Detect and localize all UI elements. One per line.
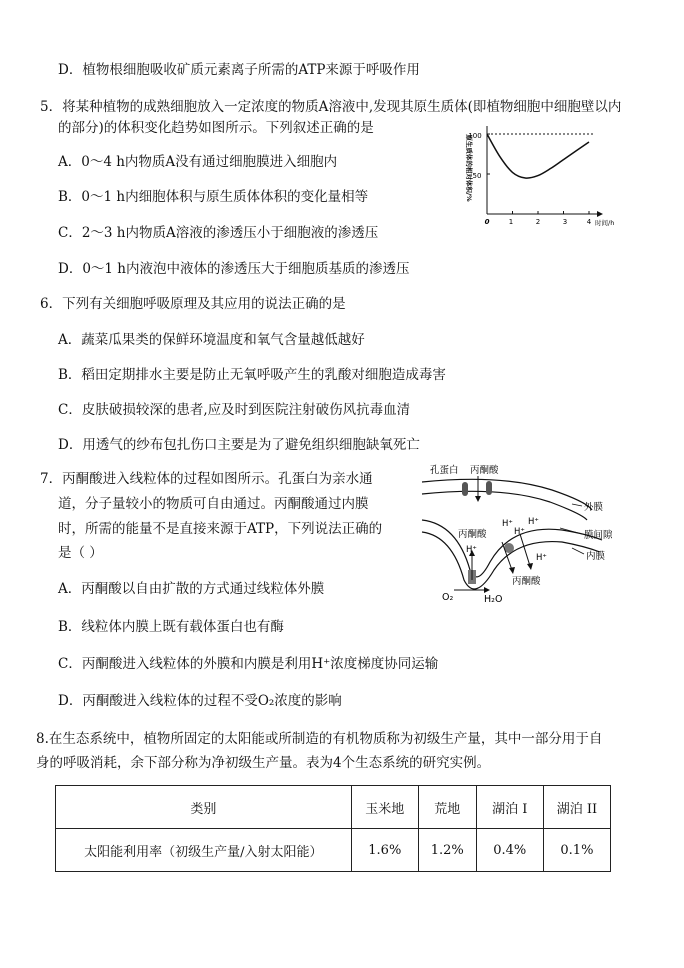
q7-option-c: C．丙酮酸进入线粒体的外膜和内膜是利用H⁺浓度梯度协同运输 (58, 656, 439, 672)
q8-data-table (55, 785, 611, 872)
label-o2: O₂ (442, 592, 454, 603)
outer-membrane-bottom (422, 491, 587, 520)
q6-option-a: A．蔬菜瓜果类的保鲜环境温度和氧气含量越低越好 (58, 332, 365, 348)
porin-left (462, 482, 468, 496)
table-header-cell: 荒地 (418, 786, 476, 829)
x-tick-4: 4 (586, 218, 592, 226)
table-header-cell: 玉米地 (351, 786, 418, 829)
table-cell: 1.2% (418, 829, 476, 872)
outer-membrane-pointer (572, 504, 582, 506)
pyruvate-inner-arrowhead (509, 567, 515, 574)
x-tick-0: 0 (484, 218, 490, 226)
x-tick-3: 3 (562, 218, 568, 226)
table-cell: 1.6% (351, 829, 418, 872)
label-h-plus-1: H⁺ (502, 519, 513, 529)
table-cell: 太阳能利用率（初级生产量/入射太阳能） (56, 829, 352, 872)
h-cotransport-arrowhead (527, 563, 533, 570)
mitochondria-diagram (412, 462, 642, 607)
series-line (487, 134, 589, 178)
q5-stem-line1: 5．将某种植物的成熟细胞放入一定浓度的物质A溶液中,发现其原生质体(即植物细胞中细胞壁以内 (40, 99, 622, 115)
label-outer-membrane: 外膜 (584, 502, 604, 513)
x-axis-arrow (597, 211, 603, 217)
y-tick-50: 50 (472, 172, 482, 180)
q5-line-chart (455, 122, 615, 230)
q7-stem-line2: 道，分子量较小的物质可自由通过。丙酮酸通过内膜 (58, 496, 369, 512)
label-pyruvate-top: 丙酮酸 (470, 465, 499, 476)
table-header-cell: 湖泊 II (543, 786, 610, 829)
y-axis-label: 原生质体的相对体积/% (465, 134, 473, 202)
q5-option-d: D．0～1 h内液泡中液体的渗透压大于细胞质基质的渗透压 (58, 261, 410, 277)
q7-stem-line1: 7．丙酮酸进入线粒体的过程如图所示。孔蛋白为亲水通 (40, 471, 373, 487)
q7-option-a: A．丙酮酸以自由扩散的方式通过线粒体外膜 (58, 581, 325, 597)
label-h-plus-2: H⁺ (528, 517, 539, 527)
label-intermembrane-space: 膜间隙 (584, 530, 613, 541)
q8-stem-line1: 8.在生态系统中，植物所固定的太阳能或所制造的有机物质称为初级生产量，其中一部分用于自 (36, 731, 603, 747)
table-header-cell: 类别 (56, 786, 352, 829)
table-row (56, 829, 611, 872)
h-cotransport-arrow (520, 534, 530, 566)
x-axis-label: 时间/h (595, 219, 615, 227)
q6-stem: 6．下列有关细胞呼吸原理及其应用的说法正确的是 (40, 296, 346, 312)
table-cell: 0.1% (543, 829, 610, 872)
q6-option-b: B．稻田定期排水主要是防止无氧呼吸产生的乳酸对细胞造成毒害 (58, 367, 446, 383)
q5-option-a: A．0～4 h内物质A没有通过细胞膜进入细胞内 (58, 154, 338, 170)
label-pyruvate-bottom: 丙酮酸 (512, 576, 541, 587)
q7-stem-line4: 是（ ） (58, 545, 103, 561)
porin-right (486, 481, 492, 495)
inner-membrane-bottom (422, 532, 600, 589)
label-porin: 孔蛋白 (430, 465, 459, 476)
label-h-plus-3: H⁺ (514, 527, 525, 537)
q7-option-d: D．丙酮酸进入线粒体的过程不受O₂浓度的影响 (58, 693, 342, 709)
label-inner-membrane: 内膜 (586, 551, 606, 562)
intermembrane-pointer (560, 528, 582, 534)
inner-membrane-pointer (572, 548, 584, 554)
q8-stem-line2: 身的呼吸消耗，余下部分称为净初级生产量。表为4个生态系统的研究实例。 (36, 755, 491, 771)
table-cell: 0.4% (476, 829, 543, 872)
label-pyruvate-left: 丙酮酸 (458, 529, 487, 540)
q6-option-d: D．用透气的纱布包扎伤口主要是为了避免组织细胞缺氧死亡 (58, 437, 420, 453)
q5-option-b: B．0～1 h内细胞体积与原生质体体积的变化量相等 (58, 189, 369, 205)
q4-option-d: D．植物根细胞吸收矿质元素离子所需的ATP来源于呼吸作用 (58, 62, 420, 78)
q7-option-b: B．线粒体内膜上既有载体蛋白也有酶 (58, 619, 284, 635)
q7-stem-line3: 时，所需的能量不是直接来源于ATP，下列说法正确的 (58, 521, 383, 537)
table-header-row (56, 786, 611, 829)
q6-option-c: C．皮肤破损较深的患者,应及时到医院注射破伤风抗毒血清 (58, 402, 411, 418)
label-h-plus-4: H⁺ (466, 545, 477, 555)
o2-to-h2o-arrowhead (484, 587, 490, 593)
label-h-plus-5: H⁺ (536, 553, 547, 563)
q5-option-c: C．2～3 h内物质A溶液的渗透压小于细胞液的渗透压 (58, 225, 379, 241)
x-tick-2: 2 (535, 218, 541, 226)
table-header-cell: 湖泊 I (476, 786, 543, 829)
outer-membrane-top (422, 479, 592, 510)
y-tick-100: 100 (468, 132, 482, 140)
x-tick-1: 1 (508, 218, 514, 226)
porin-arrowhead (475, 496, 481, 502)
q5-stem-line2: 的部分)的体积变化趋势如图所示。下列叙述正确的是 (58, 120, 374, 136)
label-h2o: H₂O (484, 594, 503, 605)
